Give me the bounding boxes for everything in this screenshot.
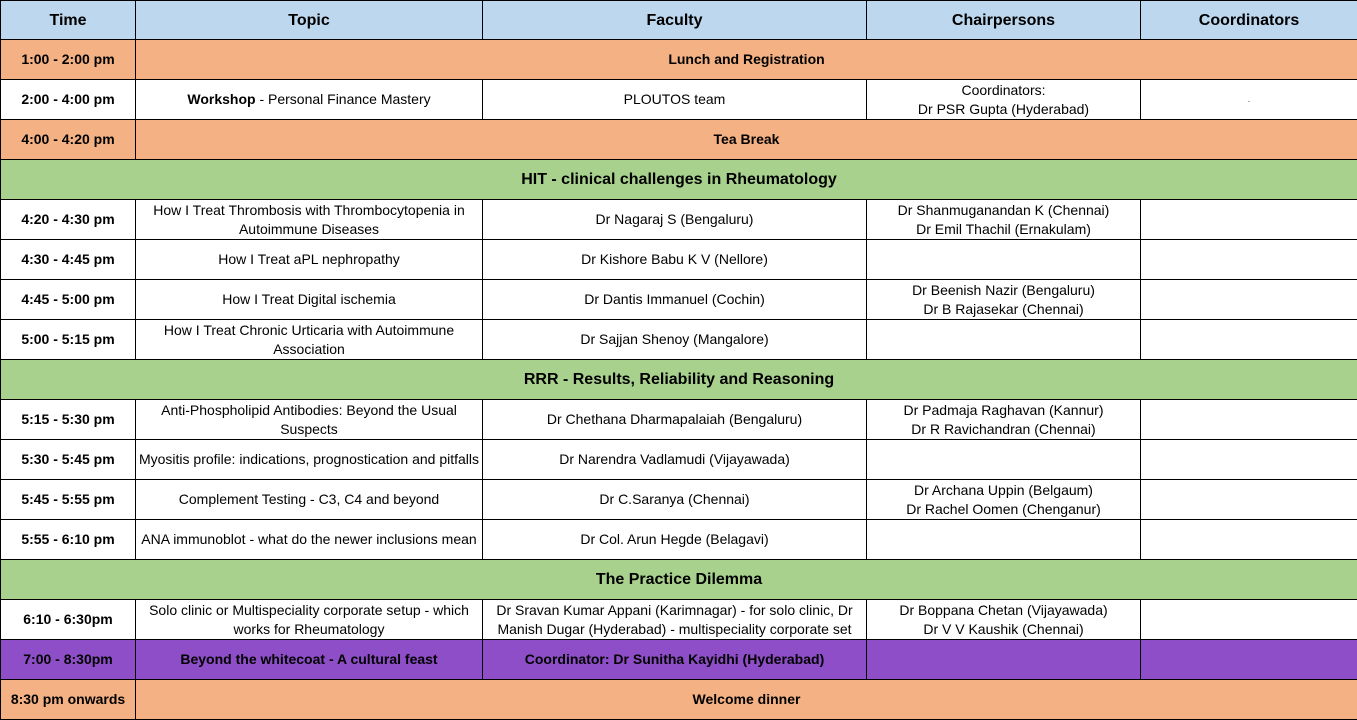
chair-line: Coordinators: [961,81,1046,98]
row-topic: Myositis profile: indications, prognostication and pitfalls [136,440,483,480]
row-coordinators [1141,640,1357,680]
header-topic: Topic [136,1,483,40]
chair-line: Dr Archana Uppin (Belgaum) [914,481,1093,498]
row-chairpersons [867,80,1141,120]
chair-line: Dr Rachel Oomen (Chenganur) [906,500,1101,517]
row-faculty: Dr Chethana Dharmapalaiah (Bengaluru) [483,400,867,440]
row-chairpersons [867,600,1141,640]
workshop-topic: - Personal Finance Mastery [255,91,431,107]
row-topic: How I Treat aPL nephropathy [136,240,483,280]
header-row [1,1,1357,40]
cultural-row [1,640,1357,680]
row-chairpersons [867,640,1141,680]
session-row [1,400,1357,440]
section-title: The Practice Dilemma [1,560,1357,600]
row-time: 2:00 - 4:00 pm [1,80,136,120]
lunch-row [1,40,1357,80]
row-coordinators: . [1141,80,1357,120]
row-topic: How I Treat Digital ischemia [136,280,483,320]
row-time: 4:00 - 4:20 pm [1,120,136,160]
row-topic [136,80,483,120]
header-faculty: Faculty [483,1,867,40]
row-coordinators [1141,280,1357,320]
session-row [1,240,1357,280]
row-time: 4:45 - 5:00 pm [1,280,136,320]
row-faculty: Coordinator: Dr Sunitha Kayidhi (Hyderabad) [483,640,867,680]
break-title: Welcome dinner [136,680,1357,720]
row-faculty: Dr Sajjan Shenoy (Mangalore) [483,320,867,360]
section-practice [1,560,1357,600]
row-chairpersons [867,440,1141,480]
chair-line: Dr PSR Gupta (Hyderabad) [917,100,1090,117]
row-topic: Beyond the whitecoat - A cultural feast [136,640,483,680]
session-row [1,440,1357,480]
workshop-row [1,80,1357,120]
row-coordinators [1141,400,1357,440]
row-time: 1:00 - 2:00 pm [1,40,136,80]
chair-line: Dr Boppana Chetan (Vijayawada) [899,601,1108,618]
header-time: Time [1,1,136,40]
section-rrr [1,360,1357,400]
row-faculty: Dr Col. Arun Hegde (Belagavi) [483,520,867,560]
header-chairpersons: Chairpersons [867,1,1141,40]
session-row [1,600,1357,640]
section-title: RRR - Results, Reliability and Reasoning [1,360,1357,400]
row-topic: Complement Testing - C3, C4 and beyond [136,480,483,520]
row-chairpersons [867,480,1141,520]
row-chairpersons [867,320,1141,360]
row-time: 8:30 pm onwards [1,680,136,720]
row-time: 7:00 - 8:30pm [1,640,136,680]
row-time: 5:30 - 5:45 pm [1,440,136,480]
row-time: 4:30 - 4:45 pm [1,240,136,280]
row-time: 5:45 - 5:55 pm [1,480,136,520]
row-faculty [483,600,867,640]
workshop-label: Workshop [187,91,256,107]
break-title: Lunch and Registration [136,40,1357,80]
row-chairpersons [867,200,1141,240]
row-faculty: Dr Dantis Immanuel (Cochin) [483,280,867,320]
row-time: 5:15 - 5:30 pm [1,400,136,440]
row-faculty: Dr Kishore Babu K V (Nellore) [483,240,867,280]
chair-line: Dr B Rajasekar (Chennai) [923,300,1084,317]
session-row [1,480,1357,520]
row-chairpersons [867,240,1141,280]
row-coordinators [1141,320,1357,360]
row-topic: Solo clinic or Multispeciality corporate setup - which works for Rheumatology [136,600,483,640]
session-row [1,280,1357,320]
row-time: 5:55 - 6:10 pm [1,520,136,560]
row-time: 6:10 - 6:30pm [1,600,136,640]
row-topic: Anti-Phospholipid Antibodies: Beyond the Usual Suspects [136,400,483,440]
row-chairpersons [867,280,1141,320]
row-coordinators [1141,480,1357,520]
row-topic: How I Treat Thrombosis with Thrombocytopenia in Autoimmune Diseases [136,200,483,240]
row-chairpersons [867,400,1141,440]
section-hit [1,160,1357,200]
faculty-text: Dr Sravan Kumar Appani (Karimnagar) - for solo clinic, Dr Manish Dugar (Hyderabad) - multispeciality corporate set [496,601,853,637]
row-coordinators [1141,200,1357,240]
tea-row [1,120,1357,160]
chair-line: Dr Padmaja Raghavan (Kannur) [903,401,1104,418]
row-faculty: Dr Narendra Vadlamudi (Vijayawada) [483,440,867,480]
row-faculty: Dr Nagaraj S (Bengaluru) [483,200,867,240]
dinner-row [1,680,1357,720]
chair-line: Dr Emil Thachil (Ernakulam) [916,220,1091,237]
session-row [1,520,1357,560]
chair-line: Dr Beenish Nazir (Bengaluru) [912,281,1095,298]
row-coordinators [1141,240,1357,280]
row-topic: How I Treat Chronic Urticaria with Autoimmune Association [136,320,483,360]
row-time: 4:20 - 4:30 pm [1,200,136,240]
row-coordinators [1141,600,1357,640]
row-faculty: PLOUTOS team [483,80,867,120]
row-faculty: Dr C.Saranya (Chennai) [483,480,867,520]
session-row [1,200,1357,240]
session-row [1,320,1357,360]
chair-line: Dr R Ravichandran (Chennai) [911,420,1096,437]
row-coordinators [1141,520,1357,560]
header-coordinators: Coordinators [1141,1,1357,40]
chair-line: Dr Shanmuganandan K (Chennai) [897,201,1110,218]
row-coordinators [1141,440,1357,480]
row-time: 5:00 - 5:15 pm [1,320,136,360]
section-title: HIT - clinical challenges in Rheumatology [1,160,1357,200]
row-chairpersons [867,520,1141,560]
row-topic: ANA immunoblot - what do the newer inclusions mean [136,520,483,560]
break-title: Tea Break [136,120,1357,160]
chair-line: Dr V V Kaushik (Chennai) [923,620,1084,637]
